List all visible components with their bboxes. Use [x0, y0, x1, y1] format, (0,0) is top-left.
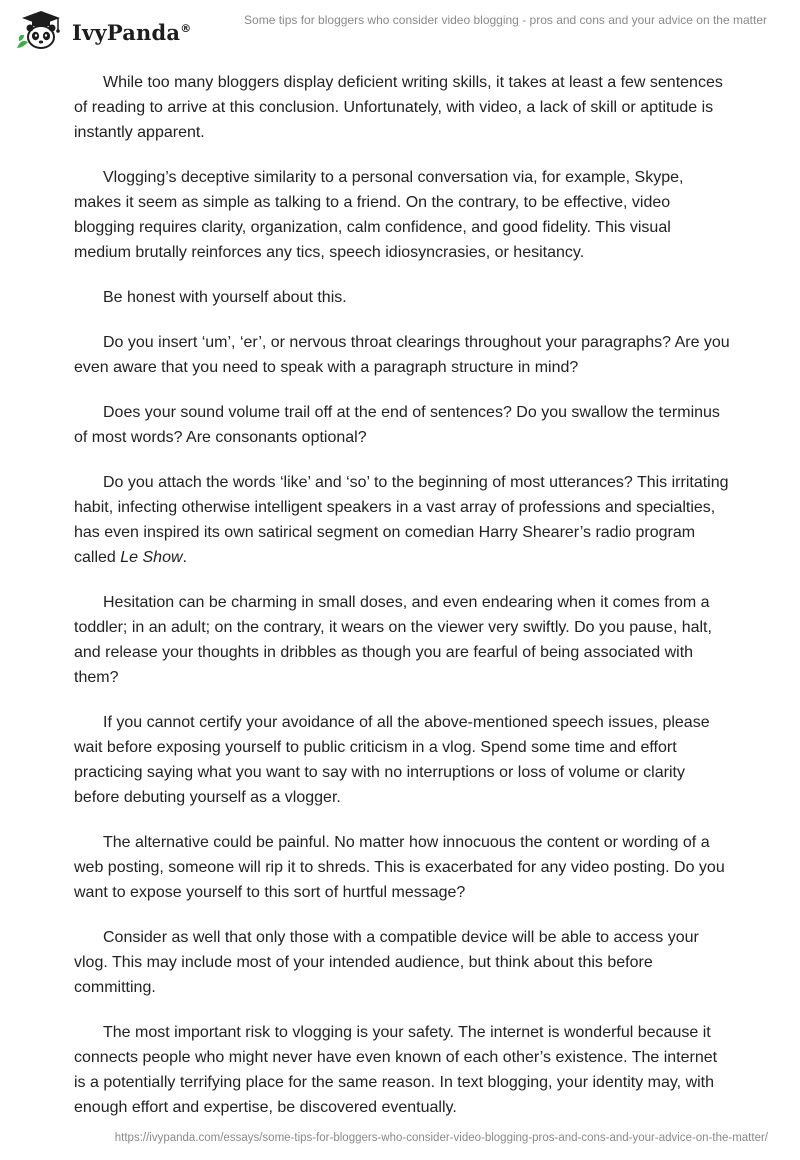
document-title: Some tips for bloggers who consider video blogging - pros and cons and your advice on the matter	[244, 13, 767, 27]
paragraph: While too many bloggers display deficient writing skills, it takes at least a few sentences of reading to arrive at this conclusion. Unfortunately, with video, a lack of skill or aptitude is instantly apparent.	[74, 74, 723, 141]
show-title: Le Show	[120, 549, 183, 566]
ivypanda-logo[interactable]	[12, 8, 191, 52]
paragraph-text: Do you attach the words ‘like’ and ‘so’ to the beginning of most utterances? This irritating habit, infecting otherwise intelligent speakers in a vast array of professions and specialties, has even inspired its own satirical segment on comedian Harry Shearer’s radio program called	[74, 474, 729, 566]
paragraph: The alternative could be painful. No matter how innocuous the content or wording of a web posting, someone will rip it to shreds. This is exacerbated for any video posting. Do you want to expose yourself to this sort of hurtful message?	[74, 834, 725, 901]
brand-name: IvyPanda®	[72, 19, 192, 45]
page-header	[0, 0, 800, 56]
paragraph: Does your sound volume trail off at the end of sentences? Do you swallow the terminus of most words? Are consonants optional?	[74, 404, 720, 446]
essay-body	[74, 70, 730, 1140]
source-url[interactable]: https://ivypanda.com/essays/some-tips-for-bloggers-who-consider-video-blogging-pros-and-cons-and-your-advice-on-the-matter/	[114, 1132, 768, 1144]
paragraph: If you cannot certify your avoidance of all the above-mentioned speech issues, please wait before exposing yourself to public criticism in a vlog. Spend some time and effort practicing saying what you want to say with no interruptions or loss of volume or clarity before debuting yourself as a vlogger.	[74, 714, 710, 806]
paragraph: The most important risk to vlogging is your safety. The internet is wonderful because it connects people who might never have even known of each other’s existence. The internet is a potentially terrifying place for the same reason. In text blogging, your identity may, with enough effort and expertise, be discovered eventually.	[74, 1024, 718, 1116]
paragraph: Vlogging’s deceptive similarity to a personal conversation via, for example, Skype, makes it seem as simple as talking to a friend. On the contrary, to be effective, video blogging requires clarity, organization, calm confidence, and good fidelity. This visual medium brutally reinforces any tics, speech idiosyncrasies, or hesitancy.	[74, 169, 684, 261]
paragraph: Consider as well that only those with a compatible device will be able to access your vlog. This may include most of your intended audience, but think about this before committing.	[74, 929, 699, 996]
paragraph-text-end: .	[182, 549, 187, 566]
registered-mark: ®	[180, 21, 192, 35]
paragraph-le-show	[74, 470, 730, 570]
paragraph: Be honest with yourself about this.	[103, 289, 347, 306]
paragraph: Hesitation can be charming in small doses, and even endearing when it comes from a toddler; in an adult; on the contrary, it wears on the viewer very swiftly. Do you pause, halt, and release your thoughts in dribbles as though you are fearful of being associated with them?	[74, 594, 712, 686]
paragraph: Do you insert ‘um’, ‘er’, or nervous throat clearings throughout your paragraphs? Are you even aware that you need to speak with a paragraph structure in mind?	[74, 334, 730, 376]
panda-graduate-icon	[12, 8, 70, 52]
